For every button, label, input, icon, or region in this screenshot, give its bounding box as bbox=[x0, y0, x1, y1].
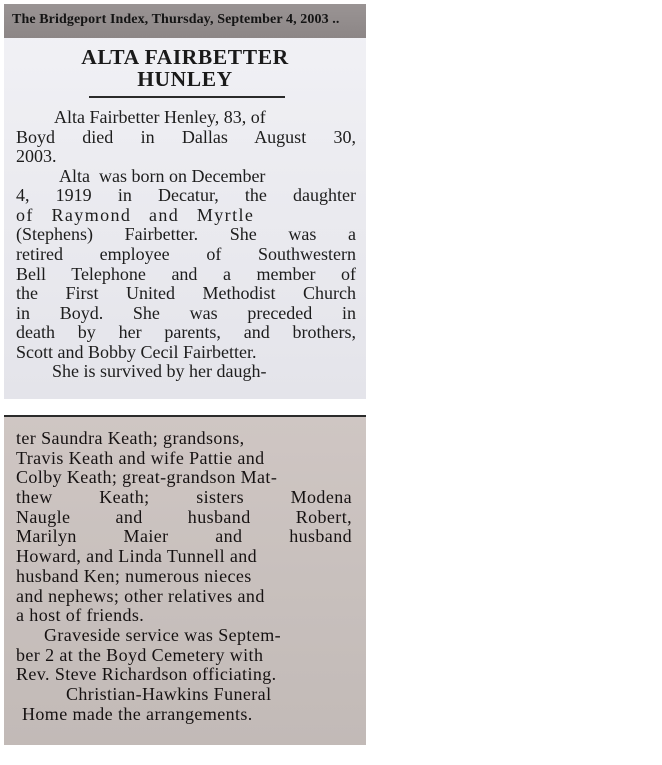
newspaper-dateline: The Bridgeport Index, Thursday, September 4, 2003 .. bbox=[12, 12, 340, 27]
body-line: Graveside service was Septem- bbox=[44, 625, 282, 645]
body-line: 4, 1919 in Decatur, the daughter bbox=[16, 185, 356, 205]
newspaper-header-bar bbox=[4, 4, 366, 38]
body-line: husband Ken; numerous nieces bbox=[16, 566, 252, 586]
body-line: Scott and Bobby Cecil Fairbetter. bbox=[16, 342, 257, 362]
body-line: ter Saundra Keath; grandsons, bbox=[16, 428, 245, 448]
headline-rule bbox=[89, 96, 285, 98]
obituary-headline-line2: HUNLEY bbox=[137, 67, 233, 91]
bottom-clipping bbox=[4, 417, 366, 745]
body-line: thew Keath; sisters Modena bbox=[16, 487, 352, 507]
body-line: a host of friends. bbox=[16, 605, 145, 625]
body-line: retired employee of Southwestern bbox=[16, 244, 356, 264]
body-line: Marilyn Maier and husband bbox=[16, 526, 352, 546]
body-line: and nephews; other relatives and bbox=[16, 586, 265, 606]
body-line: Naugle and husband Robert, bbox=[16, 507, 352, 527]
body-line: Colby Keath; great-grandson Mat- bbox=[16, 467, 278, 487]
body-line: Boyd died in Dallas August 30, bbox=[16, 127, 356, 147]
body-line: Alta Fairbetter Henley, 83, of bbox=[54, 107, 266, 127]
body-line: ber 2 at the Boyd Cemetery with bbox=[16, 645, 264, 665]
body-line: of Raymond and Myrtle bbox=[16, 205, 255, 225]
body-line: Christian-Hawkins Funeral bbox=[66, 684, 272, 704]
top-clipping bbox=[4, 4, 366, 399]
body-line: 2003. bbox=[16, 146, 57, 166]
body-line: the First United Methodist Church bbox=[16, 283, 356, 303]
body-line: Travis Keath and wife Pattie and bbox=[16, 448, 265, 468]
body-line: in Boyd. She was preceded in bbox=[16, 303, 356, 323]
body-line: Howard, and Linda Tunnell and bbox=[16, 546, 258, 566]
body-line: Bell Telephone and a member of bbox=[16, 264, 356, 284]
body-line: Home made the arrangements. bbox=[22, 704, 253, 724]
body-line: death by her parents, and brothers, bbox=[16, 322, 356, 342]
body-line: She is survived by her daugh- bbox=[52, 361, 267, 381]
obituary-headline-line1: ALTA FAIRBETTER bbox=[81, 45, 289, 69]
body-line: (Stephens) Fairbetter. She was a bbox=[16, 224, 356, 244]
body-line: Rev. Steve Richardson officiating. bbox=[16, 664, 277, 684]
body-line: Alta was born on December bbox=[59, 166, 266, 186]
